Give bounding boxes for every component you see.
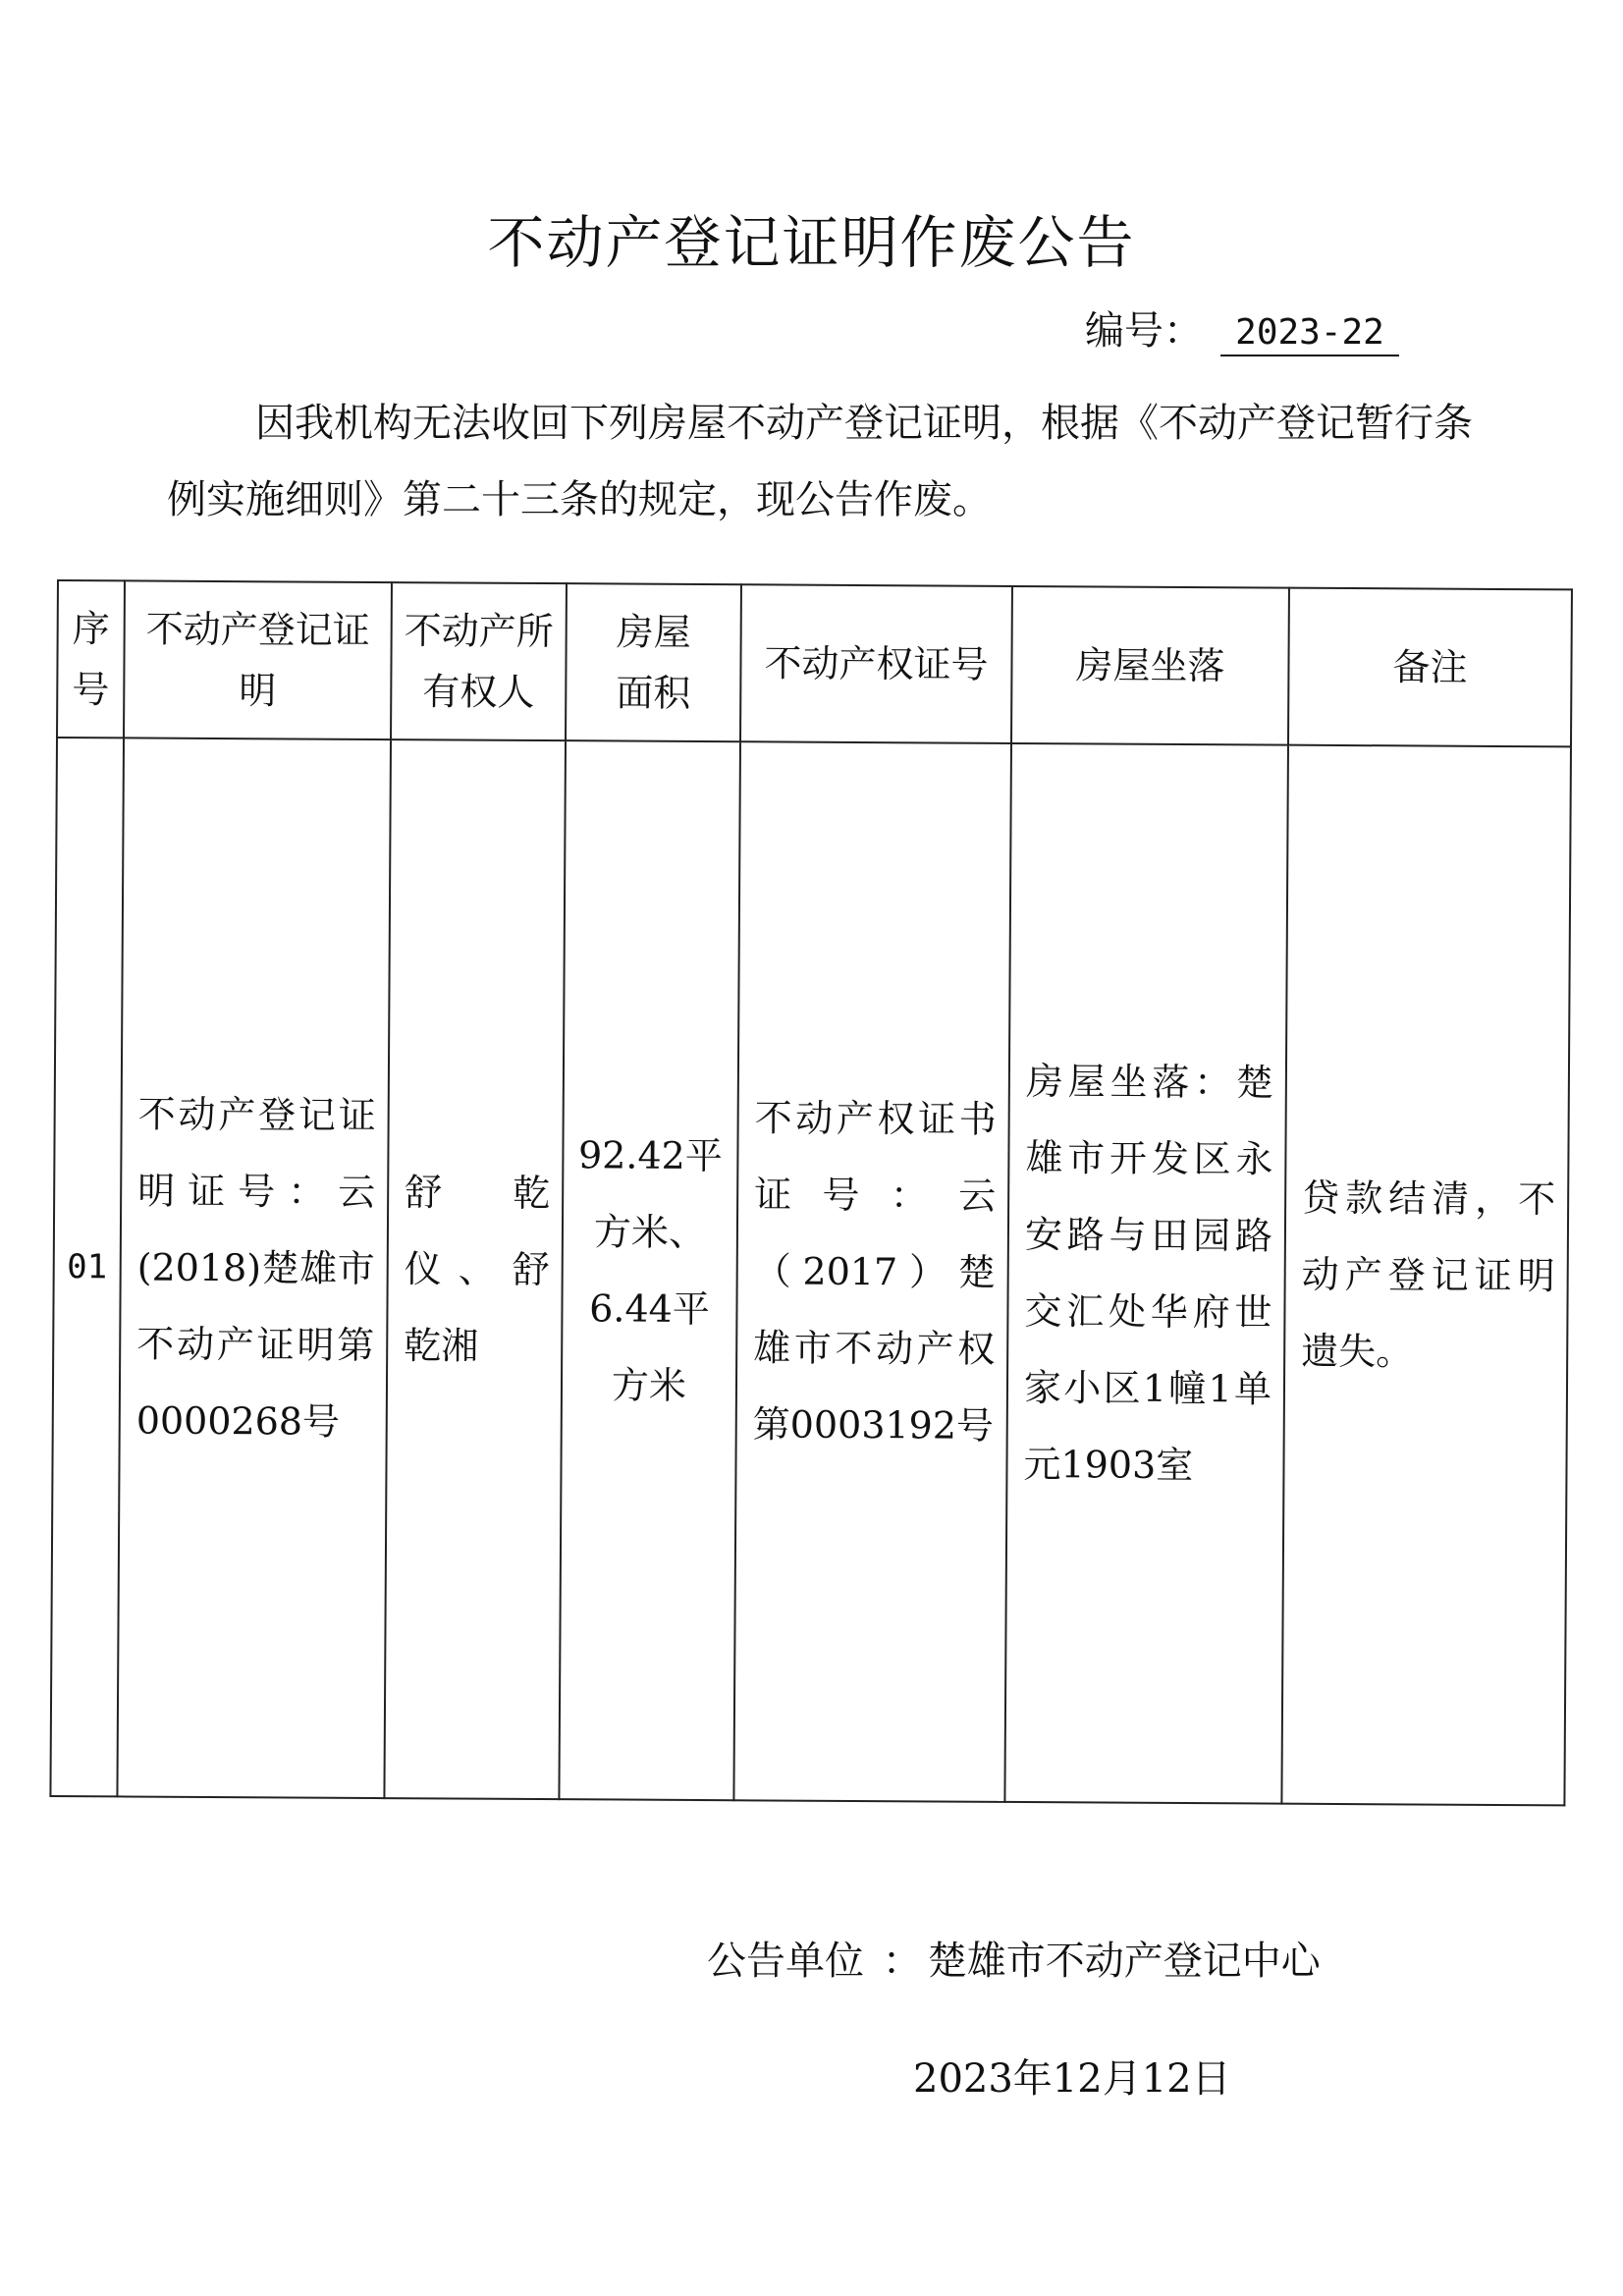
publisher-label: 公告单位 [707, 1939, 864, 1984]
header-owners: 不动产所有权人 [391, 582, 567, 740]
cell-certificate [117, 738, 391, 1798]
publisher-name: 楚雄市不动产登记中心 [927, 1939, 1321, 1984]
cell-area: 92.42平方米、6.44平方米 [559, 740, 740, 1800]
publisher-separator: ： [882, 1939, 922, 1984]
cell-property-cert-text: 不动产权证书证号：云（2017）楚雄市不动产权第0003192号 [752, 1096, 997, 1448]
header-remark: 备注 [1288, 588, 1572, 747]
cell-remark [1281, 745, 1571, 1806]
header-property-cert: 不动产权证号 [740, 584, 1012, 743]
cell-location [1004, 743, 1288, 1804]
header-seq: 序号 [57, 580, 125, 738]
cell-remark-text: 贷款结清，不动产登记证明遗失。 [1301, 1175, 1556, 1374]
cell-certificate-text: 不动产登记证明证号：云(2018)楚雄市不动产证明第0000268号 [135, 1092, 376, 1444]
cell-property-cert [733, 741, 1011, 1802]
page-title: 不动产登记证明作废公告 [487, 209, 1136, 276]
document-number-value: 2023-22 [1220, 312, 1399, 356]
intro-paragraph: 因我机构无法收回下列房屋不动产登记证明，根据《不动产登记暂行条例实施细则》第二十三条的规定，现公告作废。 [167, 401, 1473, 522]
void-certificate-table [49, 579, 1573, 1806]
publisher-line [707, 1930, 1321, 1986]
cell-owners-text: 舒乾仪、舒乾湘 [404, 1171, 551, 1368]
publish-date: 2023年12月12日 [913, 2056, 1231, 2102]
document-number-label: 编号： [1085, 308, 1203, 354]
cell-location-text: 房屋坐落：楚雄市开发区永安路与田园路交汇处华府世家小区1幢1单元1903室 [1023, 1060, 1274, 1488]
cell-owners [384, 739, 566, 1799]
document-number [1085, 300, 1399, 356]
header-location: 房屋坐落 [1011, 586, 1289, 745]
table-header-row [57, 580, 1572, 746]
table-row [50, 738, 1571, 1805]
header-certificate: 不动产登记证明 [124, 580, 392, 739]
cell-seq: 01 [50, 738, 124, 1796]
header-area: 房屋面积 [566, 583, 741, 741]
